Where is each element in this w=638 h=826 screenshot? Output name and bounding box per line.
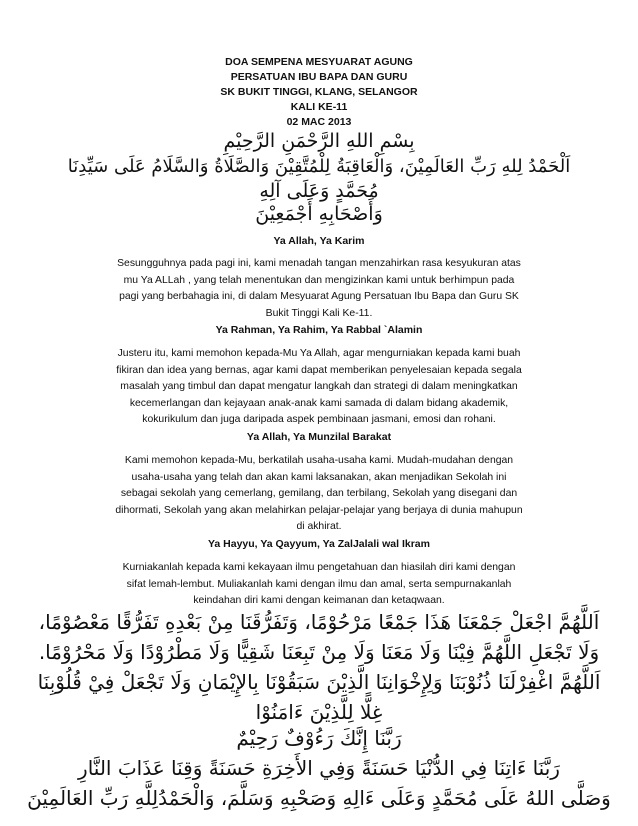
- header-line-association: PERSATUAN IBU BAPA DAN GURU: [230, 71, 408, 83]
- closing-dua-line-5: رَبَّنَا إِنَّكَ رَءُوْفٌ رَحِيْمٌ: [236, 726, 402, 750]
- section-title-karim: Ya Allah, Ya Karim: [273, 235, 365, 247]
- closing-dua-line-7: وَصَلَّى اللهُ عَلَى مُحَمَّدٍ وَعَلَى ءَالِهِ وَصَحْبِهِ وَسَلَّمَ، وَالْحَمْدُلِلَّهِ رَبِّ العَالَمِيْنَ: [27, 786, 611, 810]
- section-paragraph-barakat: [0, 453, 638, 536]
- closing-dua-line-2: وَلَا تَجْعَلِ اللَّهُمَّ فِيْنَا وَلَا مَعَنَا وَلَا مِنْ تَبِعَنَا شَقِيًّا وَلَا مَطْرُوْدًا وَلَا مَحْرُوْمًا.: [38, 640, 600, 664]
- paragraph-line: Sesungguhnya pada pagi ini, kami menadah tangan menzahirkan rasa kesyukuran atas: [117, 258, 521, 269]
- paragraph-line: kokurikulum dan juga daripada aspek pembinaan jasmani, emosi dan rohani.: [142, 414, 496, 425]
- paragraph-line: sifat lemah-lembut. Muliakanlah kami dengan ilmu dan amal, serta sempurnakanlah: [126, 578, 512, 590]
- opening-praise-line-2: مُحَمَّدٍ وَعَلَى آلِهِ: [259, 180, 379, 202]
- paragraph-line: kecemerlangan dan kejayaan anak-anak kami samada di dalam bidang akademik,: [129, 397, 509, 409]
- paragraph-line: di akhirat.: [296, 521, 342, 532]
- closing-dua-line-4: غِلًّا لِلَّذِيْنَ ءَامَنُوْا: [255, 700, 383, 724]
- paragraph-line: Bukit Tinggi Kali Ke-11.: [265, 307, 373, 319]
- section-paragraph-karim: [0, 256, 638, 322]
- paragraph-line: Justeru itu, kami memohon kepada-Mu Ya Allah, agar mengurniakan kepada kami buah: [117, 348, 521, 359]
- section-paragraph-ikram: [0, 560, 638, 610]
- paragraph-line: usaha-usaha yang telah dan akan kami laksanakan, akan menjadikan Sekolah ini: [131, 471, 507, 483]
- paragraph-line: pagi yang berbahagia ini, di dalam Mesyuarat Agung Persatuan Ibu Bapa dan Guru SK: [119, 291, 519, 302]
- closing-dua-line-1: اَللَّهُمَّ اجْعَلْ جَمْعَنَا هَذَا جَمْعًا مَرْحُوْمًا، وَتَفَرُّقَنَا مِنْ بَعْدِهِ تَفَرُّقًا مَعْصُوْمًا،: [38, 610, 600, 634]
- opening-praise-line-1: اَلْحَمْدُ لِلهِ رَبِّ العَالَمِيْنَ، وَالْعَاقِبَةُ لِلْمُتَّقِيْنَ وَالصَّلَاةُ وَالسَّلَامُ عَلَى سَيِّدِنَا: [67, 156, 571, 177]
- opening-praise-line-3: وَأَصْحَابِهِ أَجْمَعِيْنَ: [255, 203, 383, 225]
- section-paragraph-rahman: [0, 346, 638, 429]
- paragraph-line: sebagai sekolah yang cemerlang, gemilang, dan terbilang, Sekolah yang disegani dan: [120, 488, 518, 499]
- header-line-date: 02 MAC 2013: [286, 116, 352, 128]
- paragraph-line: keindahan diri kami dengan keimanan dan ketaqwaan.: [193, 595, 445, 606]
- section-title-rahman: Ya Rahman, Ya Rahim, Ya Rabbal `Alamin: [215, 324, 423, 336]
- paragraph-line: dihormati, Sekolah yang akan melahirkan pelajar-pelajar yang berjaya di dunia mahupun: [115, 504, 523, 516]
- section-title-ikram: Ya Hayyu, Ya Qayyum, Ya ZalJalali wal Ikram: [207, 538, 430, 550]
- document-header: [0, 55, 638, 130]
- basmalah: بِسْمِ اللهِ الرَّحْمَنِ الرَّحِيْمِ: [223, 130, 415, 152]
- section-title-barakat: Ya Allah, Ya Munzilal Barakat: [246, 431, 392, 443]
- header-line-school: SK BUKIT TINGGI, KLANG, SELANGOR: [220, 86, 418, 98]
- paragraph-line: mu Ya ALLah , yang telah menentukan dan mengizinkan kami untuk berhimpun pada: [123, 274, 515, 286]
- paragraph-line: Kurniakanlah kepada kami kekayaan ilmu pengetahuan dan hiasilah diri kami dengan: [122, 562, 516, 573]
- header-line-session: KALI KE-11: [290, 101, 348, 113]
- paragraph-line: masalah yang timbul dan dapat mengatur langkah dan strategi di dalam meningkatkan: [120, 381, 518, 392]
- closing-dua-line-6: رَبَّنَا ءَاتِنَا فِي الدُّنْيَا حَسَنَةً وَفِي الأَخِرَةِ حَسَنَةً وَقِنَا عَذَابَ النَّارِ: [78, 756, 560, 780]
- paragraph-line: Kami memohon kepada-Mu, berkatilah usaha-usaha kami. Mudah-mudahan dengan: [124, 455, 514, 466]
- header-line-title: DOA SEMPENA MESYUARAT AGUNG: [225, 56, 413, 68]
- closing-dua-line-3: اَللَّهُمَّ اغْفِرْلَنَا ذُنُوْبَنَا وَلِإِخْوَانِنَا الَّذِيْنَ سَبَقُوْنَا بِالإِيْمَانِ وَلَا تَجْعَلْ فِيْ قُلُوْبِنَا: [37, 670, 601, 694]
- paragraph-line: fikiran dan idea yang bernas, agar kami dapat memberikan penyelesaian kepada segala: [116, 364, 522, 376]
